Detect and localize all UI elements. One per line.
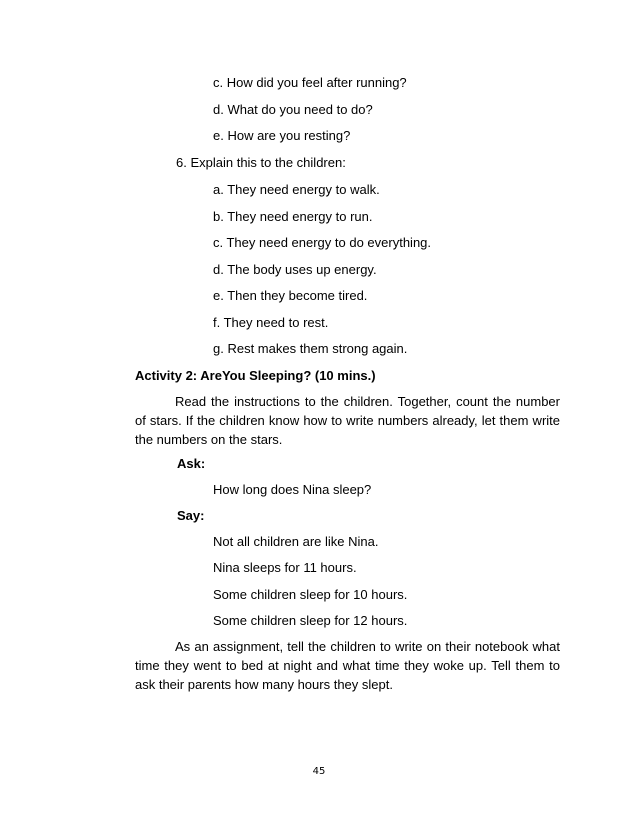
say-line: Some children sleep for 10 hours. — [213, 587, 408, 602]
list-item: g. Rest makes them strong again. — [213, 341, 408, 356]
question-d: d. What do you need to do? — [213, 102, 373, 117]
say-label: Say: — [177, 508, 205, 523]
list-item: e. Then they become tired. — [213, 288, 368, 303]
question-c: c. How did you feel after running? — [213, 75, 407, 90]
list-item: b. They need energy to run. — [213, 209, 373, 224]
ask-label: Ask: — [177, 456, 206, 471]
assignment-paragraph: As an assignment, tell the children to write on their notebook what time they went to bed at night and what time they woke up. Tell them to ask their parents how many hours they slept. — [135, 639, 560, 692]
page-number: 45 — [312, 766, 326, 777]
step-6-heading: 6. Explain this to the children: — [176, 155, 346, 170]
activity-2-title: Activity 2: AreYou Sleeping? (10 mins.) — [135, 368, 376, 383]
list-item: a. They need energy to walk. — [213, 182, 380, 197]
say-line: Some children sleep for 12 hours. — [213, 613, 408, 628]
say-line: Not all children are like Nina. — [213, 534, 379, 549]
say-line: Nina sleeps for 11 hours. — [213, 560, 357, 575]
activity-2-instructions: Read the instructions to the children. Together, count the number of stars. If the children know how to write numbers already, let them write the numbers on the stars. — [135, 394, 560, 447]
list-item: d. The body uses up energy. — [213, 262, 377, 277]
list-item: f. They need to rest. — [213, 315, 329, 330]
list-item: c. They need energy to do everything. — [213, 235, 432, 250]
ask-question: How long does Nina sleep? — [213, 482, 372, 497]
question-e: e. How are you resting? — [213, 128, 351, 143]
